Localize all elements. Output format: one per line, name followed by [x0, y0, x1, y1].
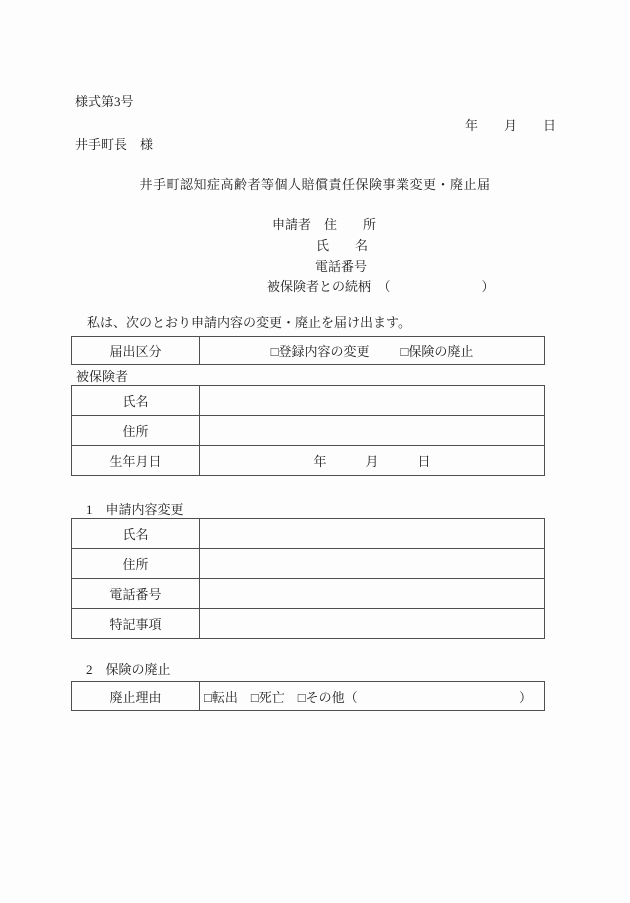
table-row	[72, 579, 545, 609]
table-row	[72, 337, 545, 365]
table-row	[72, 416, 545, 446]
change-name-label: 氏名	[72, 519, 200, 549]
insured-section-heading: 被保険者	[76, 369, 129, 384]
table-row	[72, 682, 545, 711]
table-row	[72, 549, 545, 579]
change-notes-label: 特記事項	[72, 609, 200, 639]
applicant-name-line: 氏 名	[316, 238, 369, 253]
insured-address-cell	[200, 416, 545, 446]
insured-address-label: 住所	[72, 416, 200, 446]
checkbox-insurance-abolition: □保険の廃止	[400, 344, 474, 359]
change-address-label: 住所	[72, 549, 200, 579]
form-number: 様式第3号	[75, 94, 134, 109]
applicant-phone-line: 電話番号	[315, 259, 368, 274]
notification-type-label: 届出区分	[72, 337, 200, 365]
checkbox-death: □死亡	[250, 689, 285, 705]
form-title: 井手町認知症高齢者等個人賠償責任保険事業変更・廃止届	[139, 177, 491, 192]
close-paren: ）	[518, 689, 532, 705]
insured-name-cell	[200, 386, 545, 416]
application-change-table	[71, 518, 545, 639]
section1-heading: 1 申請内容変更	[86, 502, 184, 517]
abolition-reason-label: 廃止理由	[72, 682, 200, 711]
insured-name-label: 氏名	[72, 386, 200, 416]
notification-type-table	[71, 336, 545, 365]
change-phone-label: 電話番号	[72, 579, 200, 609]
table-row	[72, 519, 545, 549]
change-name-cell	[200, 519, 545, 549]
insured-table	[71, 385, 545, 476]
table-row	[72, 386, 545, 416]
abolition-table	[71, 681, 545, 711]
checkbox-moveout: □転出	[204, 689, 238, 705]
change-phone-cell	[200, 579, 545, 609]
declaration-text: 私は、次のとおり申請内容の変更・廃止を届け出ます。	[87, 315, 411, 330]
notification-options-cell	[200, 337, 545, 365]
change-notes-cell	[200, 609, 545, 639]
applicant-address-line: 申請者 住 所	[272, 217, 377, 232]
checkbox-registration-change: □登録内容の変更	[270, 344, 370, 359]
table-row	[72, 609, 545, 639]
checkbox-other: □その他（	[297, 689, 358, 705]
abolition-reason-cell	[200, 682, 545, 711]
change-address-cell	[200, 549, 545, 579]
applicant-relation-line: 被保険者との続柄 （ ）	[267, 279, 495, 294]
date-line: 年 月 日	[464, 118, 556, 133]
insured-birthdate-cell: 年 月 日	[200, 446, 545, 476]
insured-birthdate-label: 生年月日	[72, 446, 200, 476]
addressee: 井手町長 様	[75, 137, 154, 152]
section2-heading: 2 保険の廃止	[86, 662, 171, 677]
table-row	[72, 446, 545, 476]
